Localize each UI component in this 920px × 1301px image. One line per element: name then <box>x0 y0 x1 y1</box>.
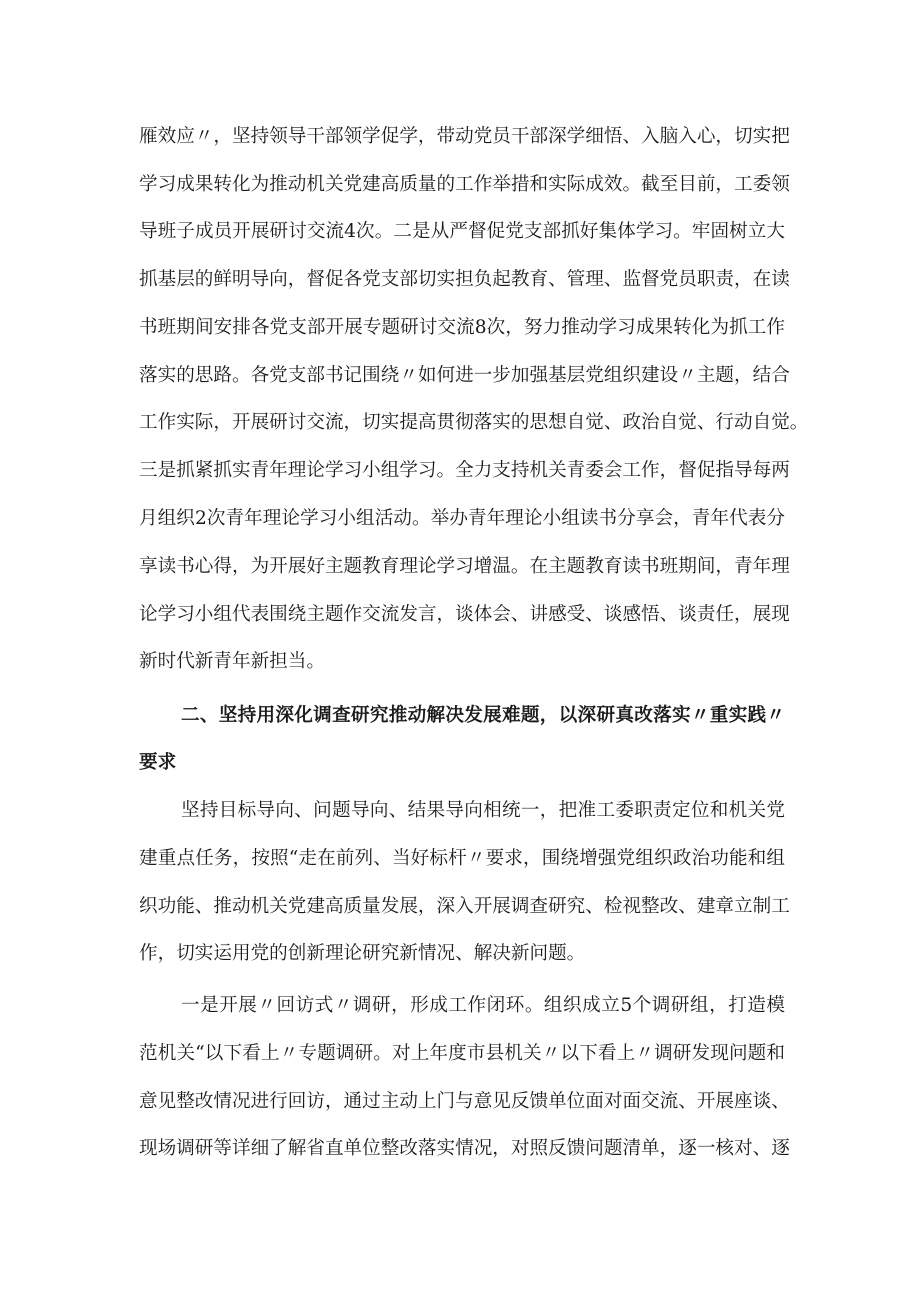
text-line: 论学习小组代表围绕主题作交流发言，谈体会、讲感受、谈感悟、谈责任，展现 <box>139 604 790 625</box>
text-line: 一是开展〃回访式〃调研，形成工作闭环。组织成立5个调研组，打造模 <box>181 995 785 1016</box>
text-line: 学习成果转化为推动机关党建高质量的工作举措和实际成效。截至目前，工委领 <box>139 174 790 195</box>
section-heading: 二、坚持用深化调查研究推动解决发展难题，以深研真改落实〃重实践〃 <box>181 705 785 726</box>
text-line: 三是抓紧抓实青年理论学习小组学习。全力支持机关青委会工作，督促指导每两 <box>139 460 790 481</box>
text-line: 落实的思路。各党支部书记围绕〃如何进一步加强基层党组织建设〃主题，结合 <box>139 365 790 386</box>
text-line: 坚持目标导向、问题导向、结果导向相统一，把准工委职责定位和机关党 <box>181 800 785 821</box>
text-line: 书班期间安排各党支部开展专题研讨交流8次，努力推动学习成果转化为抓工作 <box>139 317 785 338</box>
text-line: 工作实际，开展研讨交流，切实提高贯彻落实的思想自觉、政治自觉、行动自觉。 <box>139 412 809 433</box>
section-heading: 要求 <box>139 752 177 773</box>
text-line: 作，切实运用党的创新理论研究新情况、解决新问题。 <box>139 943 586 964</box>
text-line: 新时代新青年新担当。 <box>139 651 325 672</box>
text-line: 雁效应〃，坚持领导干部领学促学，带动党员干部深学细悟、入脑入心，切实把 <box>139 126 790 147</box>
text-line: 抓基层的鲜明导向，督促各党支部切实担负起教育、管理、监督党员职责，在读 <box>139 269 790 290</box>
text-line: 现场调研等详细了解省直单位整改落实情况，对照反馈问题清单，逐一核对、逐 <box>139 1138 790 1159</box>
text-line: 建重点任务，按照“走在前列、当好标杆〃要求，围绕增强党组织政治功能和组 <box>139 848 785 869</box>
text-line: 意见整改情况进行回访，通过主动上门与意见反馈单位面对面交流、开展座谈、 <box>139 1091 790 1112</box>
text-line: 享读书心得，为开展好主题教育理论学习增温。在主题教育读书班期间，青年理 <box>139 556 790 577</box>
text-line: 范机关“以下看上〃专题调研。对上年度市县机关〃以下看上〃调研发现问题和 <box>139 1043 785 1064</box>
text-line: 织功能、推动机关党建高质量发展，深入开展调查研究、检视整改、建章立制工 <box>139 896 790 917</box>
text-line: 月组织2次青年理论学习小组活动。举办青年理论小组读书分享会，青年代表分 <box>139 508 785 529</box>
text-line: 导班子成员开展研讨交流4次。二是从严督促党支部抓好集体学习。牢固树立大 <box>139 221 785 242</box>
